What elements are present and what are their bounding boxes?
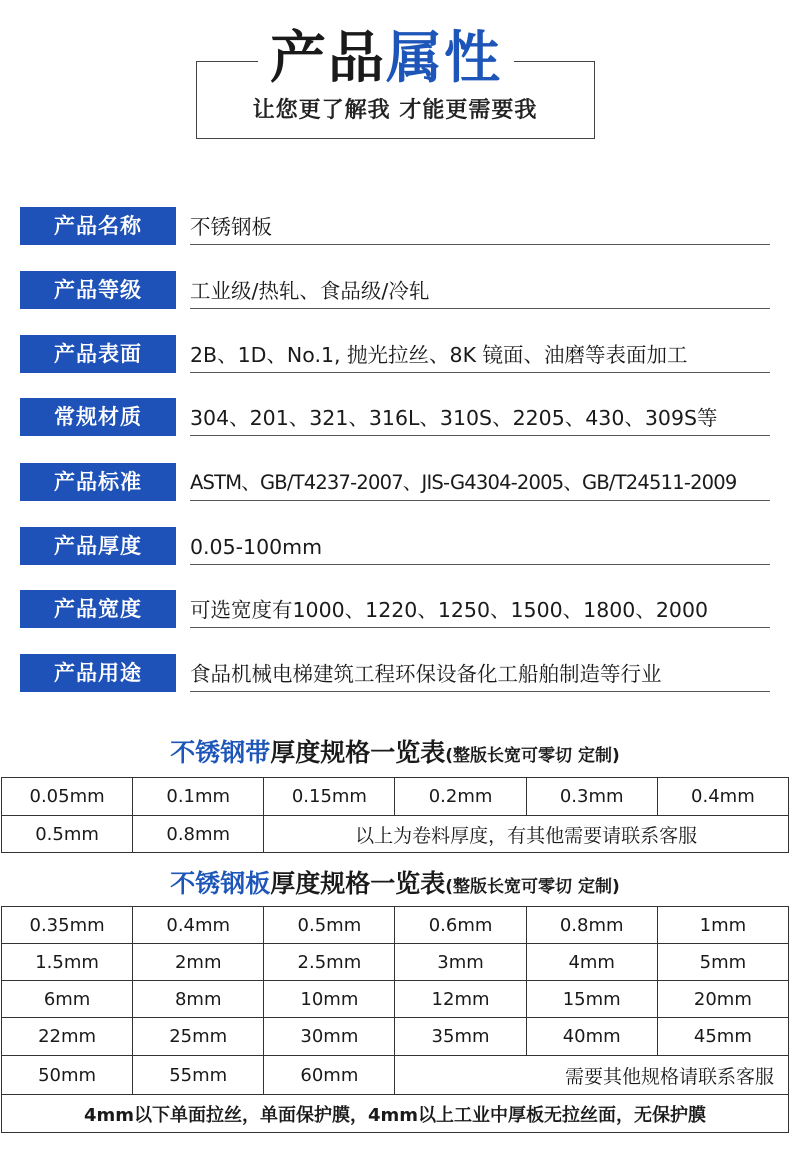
table-cell: 0.8mm <box>526 907 657 944</box>
attr-row-material <box>20 398 770 436</box>
table-cell: 6mm <box>2 981 133 1018</box>
table-cell: 10mm <box>264 981 395 1018</box>
table-row <box>2 1095 789 1133</box>
table-cell: 12mm <box>395 981 526 1018</box>
table-footer-note: 4mm以下单面拉丝，单面保护膜，4mm以上工业中厚板无拉丝面，无保护膜 <box>2 1095 789 1133</box>
table-cell: 55mm <box>133 1056 264 1095</box>
table-cell: 0.2mm <box>395 778 526 816</box>
attr-label: 产品宽度 <box>20 590 176 628</box>
plate-table-title <box>0 864 790 900</box>
table-cell: 3mm <box>395 944 526 981</box>
table-row <box>2 1018 789 1056</box>
table-cell: 0.4mm <box>133 907 264 944</box>
attr-label: 常规材质 <box>20 398 176 436</box>
table-row <box>2 1056 789 1095</box>
strip-table-title <box>0 733 790 769</box>
table-row <box>2 907 789 944</box>
attr-row-standard <box>20 463 770 501</box>
table-cell: 0.4mm <box>657 778 788 816</box>
strip-title-dark: 厚度规格一览表 <box>270 738 446 767</box>
table-row <box>2 816 789 853</box>
table-cell: 0.5mm <box>264 907 395 944</box>
attr-row-thickness <box>20 527 770 565</box>
attr-row-width <box>20 590 770 628</box>
table-cell: 0.15mm <box>264 778 395 816</box>
table-cell: 30mm <box>264 1018 395 1056</box>
table-cell: 2.5mm <box>264 944 395 981</box>
table-cell: 60mm <box>264 1056 395 1095</box>
plate-title-note: (整版长宽可零切 定制) <box>445 877 620 897</box>
table-cell: 0.5mm <box>2 816 133 853</box>
attr-row-name <box>20 207 770 245</box>
table-cell: 4mm <box>526 944 657 981</box>
table-cell: 25mm <box>133 1018 264 1056</box>
strip-thickness-table <box>1 777 789 853</box>
table-cell: 0.35mm <box>2 907 133 944</box>
attr-value: 0.05-100mm <box>190 527 770 565</box>
table-cell: 0.8mm <box>133 816 264 853</box>
table-cell: 5mm <box>657 944 788 981</box>
table-cell: 50mm <box>2 1056 133 1095</box>
plate-thickness-table <box>1 906 789 1133</box>
table-cell: 45mm <box>657 1018 788 1056</box>
attr-value: 304、201、321、316L、310S、2205、430、309S等 <box>190 398 770 436</box>
plate-title-dark: 厚度规格一览表 <box>270 869 446 898</box>
table-cell: 0.05mm <box>2 778 133 816</box>
attr-label: 产品名称 <box>20 207 176 245</box>
attr-label: 产品表面 <box>20 335 176 373</box>
plate-title-blue: 不锈钢板 <box>170 869 271 898</box>
table-row <box>2 944 789 981</box>
attr-row-usage <box>20 654 770 692</box>
table-note-cell: 需要其他规格请联系客服 <box>395 1056 789 1095</box>
table-cell: 8mm <box>133 981 264 1018</box>
table-cell: 15mm <box>526 981 657 1018</box>
page-title-blue: 属性 <box>386 26 502 91</box>
table-cell: 1mm <box>657 907 788 944</box>
table-cell: 35mm <box>395 1018 526 1056</box>
table-cell: 22mm <box>2 1018 133 1056</box>
table-row <box>2 778 789 816</box>
attr-value: 食品机械电梯建筑工程环保设备化工船舶制造等行业 <box>190 654 770 692</box>
attr-value: 2B、1D、No.1, 抛光拉丝、8K 镜面、油磨等表面加工 <box>190 335 770 373</box>
attr-label: 产品用途 <box>20 654 176 692</box>
attr-label: 产品标准 <box>20 463 176 501</box>
table-note-cell: 以上为卷料厚度，有其他需要请联系客服 <box>264 816 789 853</box>
page-title <box>258 24 514 94</box>
attr-value: 不锈钢板 <box>190 207 770 245</box>
strip-title-note: (整版长宽可零切 定制) <box>445 746 620 766</box>
attr-row-grade <box>20 271 770 309</box>
table-cell: 0.1mm <box>133 778 264 816</box>
attr-label: 产品等级 <box>20 271 176 309</box>
attr-label: 产品厚度 <box>20 527 176 565</box>
table-cell: 2mm <box>133 944 264 981</box>
attr-value: ASTM、GB/T4237-2007、JIS-G4304-2005、GB/T24511-2009 <box>190 463 770 501</box>
attr-row-surface <box>20 335 770 373</box>
attr-value: 工业级/热轧、食品级/冷轧 <box>190 271 770 309</box>
page-title-dark: 产品 <box>270 26 386 91</box>
table-cell: 40mm <box>526 1018 657 1056</box>
table-cell: 0.3mm <box>526 778 657 816</box>
strip-title-blue: 不锈钢带 <box>170 738 271 767</box>
page-subtitle: 让您更了解我 才能更需要我 <box>252 98 538 123</box>
table-row <box>2 981 789 1018</box>
attr-value: 可选宽度有1000、1220、1250、1500、1800、2000 <box>190 590 770 628</box>
table-cell: 1.5mm <box>2 944 133 981</box>
table-cell: 20mm <box>657 981 788 1018</box>
table-cell: 0.6mm <box>395 907 526 944</box>
